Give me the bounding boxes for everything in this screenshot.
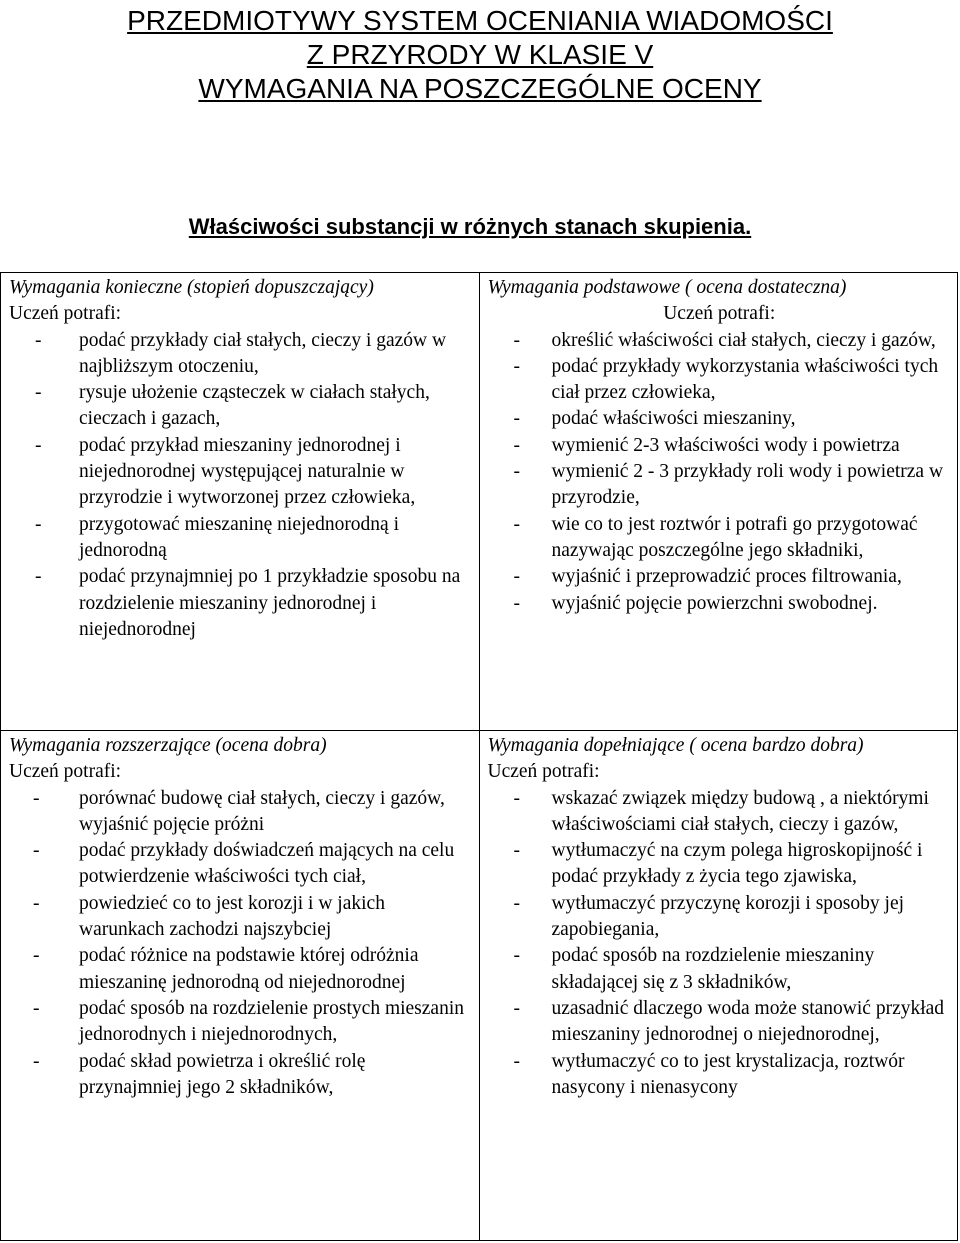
list-item: - podać właściwości mieszaniny, xyxy=(488,406,952,432)
section-heading: Właściwości substancji w różnych stanach skupienia. xyxy=(188,214,752,239)
list-item: - wytłumaczyć co to jest krystalizacja, roztwór nasycony i nienasycony xyxy=(488,1049,952,1102)
list-item: - podać skład powietrza i określić rolę przynajmniej jego 2 składników, xyxy=(9,1049,473,1102)
list-item: - wytłumaczyć przyczynę korozji i sposoby jej zapobiegania, xyxy=(488,891,952,944)
title-line-3: WYMAGANIA NA POSZCZEGÓLNE OCENY xyxy=(198,73,762,104)
cell-complementary-requirements xyxy=(479,731,958,1241)
list-item: - podać przykłady wykorzystania właściwości tych ciał przez człowieka, xyxy=(488,354,952,407)
cell-intro: Uczeń potrafi: xyxy=(663,303,776,325)
list-item: - uzasadnić dlaczego woda może stanowić przykład mieszaniny jednorodnej o niejednorodnej, xyxy=(488,996,952,1049)
list-item: - podać różnice na podstawie której odróżnia mieszaninę jednorodną od niejednorodnej xyxy=(9,943,473,996)
list-item: - wytłumaczyć na czym polega higroskopijność i podać przykłady z życia tego zjawiska, xyxy=(488,838,952,891)
title-line-2: Z PRZYRODY W KLASIE V xyxy=(306,39,654,70)
cell-fundamental-requirements xyxy=(479,273,958,731)
requirements-list xyxy=(9,328,473,644)
cell-extended-requirements xyxy=(1,731,480,1241)
list-item: - wie co to jest roztwór i potrafi go przygotować nazywając poszczególne jego składniki, xyxy=(488,512,952,565)
requirements-table xyxy=(0,272,958,1241)
list-item: - wyjaśnić pojęcie powierzchni swobodnej. xyxy=(488,591,952,617)
list-item: - podać sposób na rozdzielenie prostych mieszanin jednorodnych i niejednorodnych, xyxy=(9,996,473,1049)
list-item: - wymienić 2-3 właściwości wody i powietrza xyxy=(488,433,952,459)
list-item: - rysuje ułożenie cząsteczek w ciałach stałych, cieczach i gazach, xyxy=(9,380,473,433)
document-title xyxy=(0,4,960,106)
requirements-list xyxy=(9,786,473,1102)
list-item: - podać przykład mieszaniny jednorodnej i niejednorodnej występującej naturalnie w przyrodzie i wytworzonej przez człowieka, xyxy=(9,433,473,512)
list-item: - podać przykłady doświadczeń mających na celu potwierdzenie właściwości tych ciał, xyxy=(9,838,473,891)
list-item: - określić właściwości ciał stałych, cieczy i gazów, xyxy=(488,328,952,354)
list-item: - wyjaśnić i przeprowadzić proces filtrowania, xyxy=(488,564,952,590)
cell-intro: Uczeń potrafi: xyxy=(9,303,122,325)
list-item: - powiedzieć co to jest korozji i w jakich warunkach zachodzi najszybciej xyxy=(9,891,473,944)
cell-heading: Wymagania podstawowe ( ocena dostateczna) xyxy=(487,277,847,298)
list-item: - przygotować mieszaninę niejednorodną i jednorodną xyxy=(9,512,473,565)
list-item: - podać sposób na rozdzielenie mieszaniny składającej się z 3 składników, xyxy=(488,943,952,996)
list-item: - porównać budowę ciał stałych, cieczy i gazów, wyjaśnić pojęcie próżni xyxy=(9,786,473,839)
requirements-list xyxy=(488,786,952,1102)
cell-basic-requirements xyxy=(1,273,480,731)
list-item: - podać przynajmniej po 1 przykładzie sposobu na rozdzielenie mieszaniny jednorodnej i niejednorodnej xyxy=(9,564,473,643)
list-item: - wskazać związek między budową , a niektórymi właściwościami ciał stałych, cieczy i gazów, xyxy=(488,786,952,839)
cell-heading: Wymagania rozszerzające (ocena dobra) xyxy=(9,735,327,756)
title-line-1: PRZEDMIOTYWY SYSTEM OCENIANIA WIADOMOŚCI xyxy=(127,5,833,36)
requirements-list xyxy=(488,328,952,617)
cell-heading: Wymagania konieczne (stopień dopuszczający) xyxy=(9,277,374,298)
cell-intro: Uczeń potrafi: xyxy=(487,761,600,783)
table-row xyxy=(1,731,958,1241)
list-item: - wymienić 2 - 3 przykłady roli wody i powietrza w przyrodzie, xyxy=(488,459,952,512)
cell-intro: Uczeń potrafi: xyxy=(9,761,122,783)
list-item: - podać przykłady ciał stałych, cieczy i gazów w najbliższym otoczeniu, xyxy=(9,328,473,381)
cell-heading: Wymagania dopełniające ( ocena bardzo dobra) xyxy=(487,735,864,756)
table-row xyxy=(1,273,958,731)
